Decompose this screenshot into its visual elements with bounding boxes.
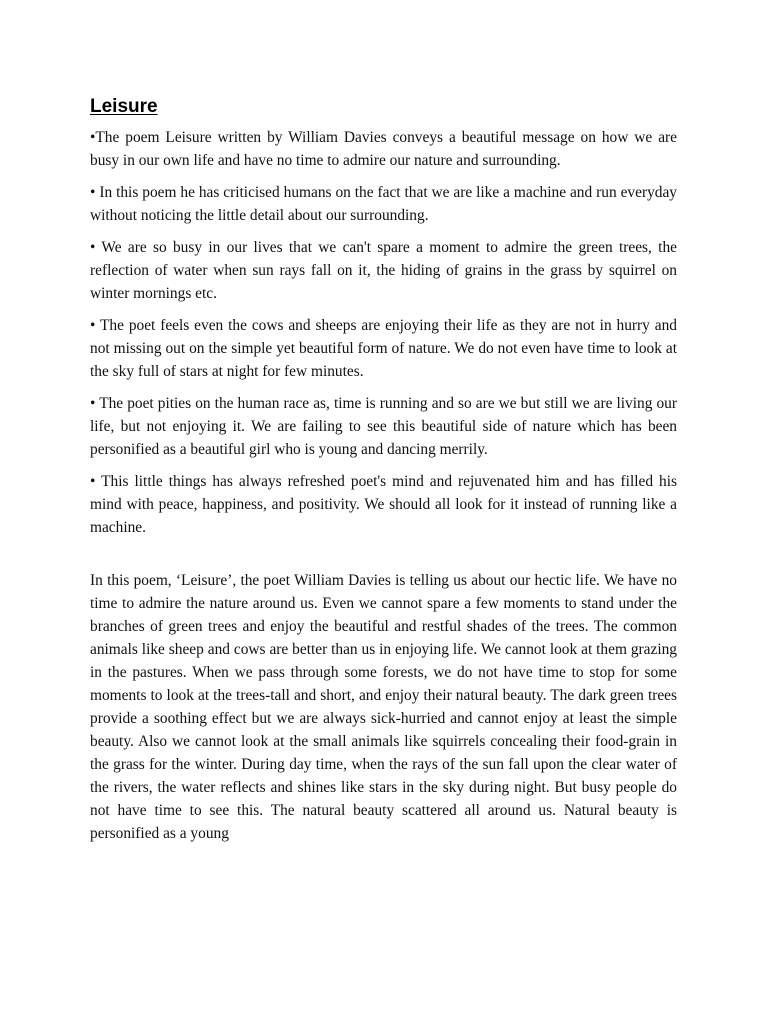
document-title: Leisure [90, 96, 158, 117]
bullet-paragraph-3: • We are so busy in our lives that we can't spare a moment to admire the green trees, the reflection of water when sun rays fall on it, the hiding of grains in the grass by squirrel on winter mornings etc. [90, 239, 677, 302]
bullet-paragraph-5: • The poet pities on the human race as, time is running and so are we but still we are living our life, but not enjoying it. We are failing to see this beautiful side of nature which has been personified as a beautiful girl who is young and dancing merrily. [90, 395, 677, 458]
document-body [90, 96, 677, 854]
bullet-paragraph-6: • This little things has always refreshed poet's mind and rejuvenated him and has filled his mind with peace, happiness, and positivity. We should all look for it instead of running like a machine. [90, 473, 677, 536]
bullet-paragraph-2: • In this poem he has criticised humans on the fact that we are like a machine and run everyday without noticing the little detail about our surrounding. [90, 184, 677, 224]
bullet-paragraph-1: •The poem Leisure written by William Davies conveys a beautiful message on how we are busy in our own life and have no time to admire our nature and surrounding. [90, 129, 677, 169]
bullet-paragraph-4: • The poet feels even the cows and sheeps are enjoying their life as they are not in hurry and not missing out on the simple yet beautiful form of nature. We do not even have time to look at the sky full of stars at night for few minutes. [90, 317, 677, 380]
summary-paragraph: In this poem, ‘Leisure’, the poet William Davies is telling us about our hectic life. We have no time to admire the nature around us. Even we cannot spare a few moments to stand under the branches of green trees and enjoy the beautiful and restful shades of the trees. The common animals like sheep and cows are better than us in enjoying life. We cannot look at them grazing in the pastures. When we pass through some forests, we do not have time to stop for some moments to look at the trees-tall and short, and enjoy their natural beauty. The dark green trees provide a soothing effect but we are always sick-hurried and cannot enjoy at least the simple beauty. Also we cannot look at the small animals like squirrels concealing their food-grain in the grass for the winter. During day time, when the rays of the sun fall upon the clear water of the rivers, the water reflects and shines like stars in the sky during night. But busy people do not have time to see this. The natural beauty scattered all around us. Natural beauty is personified as a young [90, 572, 677, 842]
